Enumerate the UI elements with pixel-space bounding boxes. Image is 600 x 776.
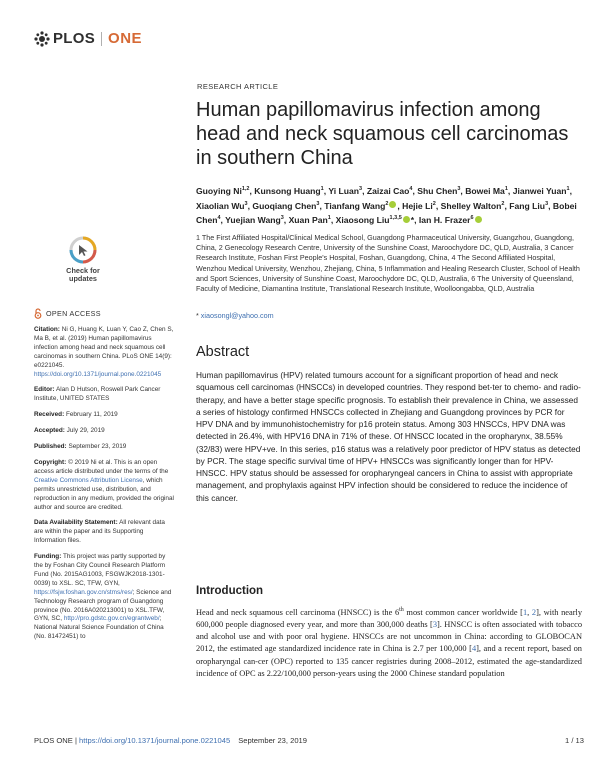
- funding-block: Funding: This project was partly supported by the by Foshan City Council Research Platform Fund (No. 2015AG1003, FSGWJK2018-1301-0039) to XSL. SC, TFW, GYN, https://fsjw.foshan.gov.cn/stms/res/; Science and Technology Research program of Guangdong province (No. 2016A020213001) to XSL.TFW, GYN, SC, http://pro.gdstc.gov.cn/egrantweb/; National Natural Science Foundation of China (No. 81472451) to: [34, 553, 172, 641]
- author-affiliation-marker: 1: [327, 215, 331, 222]
- funding-link-foshan[interactable]: https://fsjw.foshan.gov.cn/stms/res/: [34, 588, 133, 596]
- author-affiliation-marker: 4: [409, 186, 413, 192]
- logo-divider: [101, 32, 102, 46]
- funding-link-gdstc[interactable]: http://pro.gdstc.gov.cn/egrantweb/: [63, 615, 160, 623]
- author-name: Shu Chen: [417, 185, 458, 196]
- accepted-block: Accepted: July 29, 2019: [34, 427, 105, 435]
- author-affiliation-marker: 2: [501, 200, 505, 207]
- author-name: Yuejian Wang: [225, 214, 281, 225]
- author-affiliation-marker: 3: [545, 200, 549, 207]
- check-for-updates-label: Check for updates: [66, 266, 100, 284]
- introduction-text: Head and neck squamous cell carcinoma (HNSCC) is the 6th most common cancer worldwide [1, 2], with nearly 600,000 people diagnosed every year, and more than 300,000 deaths [3]. HNSCC is often associated with tobacco and alcohol use and with poor oral hygiene. HNSCCs are not uncommon in China: according to GLOBOCAN 2012, the estimated age standardized incidence rate in China is 2.7 per 100,000 [4], and a recent report, based on oropharyngal can-cer (OPC) reported to 135 cancer registries during 2008–2012, estimated the age-standardized incidence of OPC as 2.22/100,000 person-years using the 2000 Chinese standard population: [196, 607, 583, 678]
- affiliations: 1 The First Affiliated Hospital/Clinical Medical School, Guangdong Pharmaceutical University, Guangzhou, Guangdong, China, 2 Genecology Research Centre, University of the Sunshine Coast, Maroochydore DC, QLD, Australia, 3 Cancer Research Institute, Foshan First People's Hospital, Foshan, Guangdong, China, 4 The Second Affiliated Hospital, Wenzhou Medical University, Wenzhou, Zhejiang, China, 5 Inflammation and Healing Research Cluster, School of Health and Sport Sciences, University of Sunshine Coast, Maroochydore DC, QLD, Australia, 6 The University of Queensland, Faculty of Medicine, Diamantina Institute, Translational Research Institute, Woolloongabba, QLD, Australia: [196, 233, 580, 294]
- article-metadata-sidebar: [34, 326, 174, 649]
- author-affiliation-marker: 3: [244, 200, 248, 207]
- author-name: Ian H. Frazer: [418, 214, 471, 225]
- author-affiliation-marker: 1,3,5: [389, 215, 402, 222]
- copyright-block: Copyright: © 2019 Ni et al. This is an open access article distributed under the terms of the Creative Commons Attribution License, which permits unrestricted use, distribution, and reproduction in any medium, provided the original author and source are credited.: [34, 458, 174, 511]
- author-affiliation-marker: 3: [457, 186, 461, 192]
- author-name: Zaizai Cao: [366, 185, 410, 196]
- citation-block: Citation: Ni G, Huang K, Luan Y, Cao Z, Chen S, Ma B, et al. (2019) Human papillomavirus infection among head and neck squamous cell carcinomas in southern China. PLoS ONE 14(9): e0221045. https://doi.org/10.1371/journal.pone.0221045: [34, 326, 174, 378]
- author-affiliation-marker: 4: [217, 215, 221, 222]
- abstract-text: Human papillomavirus (HPV) related tumours account for a significant proportion of head and neck squamous cell carcinomas (HNSCCs) in developed countries. They respond bet-ter to chemo- and radio-therapy, and have a better stage specific prognosis. To establish their prevalence in China, we assessed a series of histology confirmed HNSCCs collected in Zhejiang and Guangdong provinces by PCR for HPV DNA and by immunohistochemistry for p16 protein status. Among 303 HNSCCs, HPV DNA was detected in 26.4%, with HPV16 DNA in 71% of these. Of HNSCC located in the oropharynx, 38.55% (32/83) were HPV+ve. In this series, p16 status was a relatively poor predictor of HPV status as detected by PCR. The stage specific survival time of HPV+ HNSCCs was significantly longer than for HPV- HNSCC. HPV status should be assessed for oropharyngeal cancers in China to assist with appropriate management, and prophylaxis against HPV infection should be considered to reduce the incidence of this cancer.: [196, 370, 581, 503]
- author-list: Guoying Ni$^{1,2}$, Kunsong Huang$^1$, Yi Luan$^3$, Zaizai Cao$^4$, Shu Chen$^3$, Bowei Ma$^1$, Jianwei Yuan$^1$, Xiaolian Wu$^3$, Guoqiang Chen$^3$, Tianfang Wang$^2$ , Hejie Li$^2$, Shelley Walton$^2$, Fang Liu$^3$, Bobei Chen$^4$, Yuejian Wang$^3$, Xuan Pan$^1$, Xiaosong Liu$^{1,3,5}$ *, Ian H. Frazer$^6$: [196, 185, 577, 225]
- page-number: 1 / 13: [565, 736, 584, 745]
- reference-link-4[interactable]: 4: [471, 644, 477, 654]
- corresponding-email: [196, 311, 274, 320]
- author-affiliation-marker: 1: [504, 186, 508, 192]
- data-availability-block: Data Availability Statement: All relevant data are within the paper and its Supporting Information files.: [34, 519, 165, 545]
- email-asterisk: *: [196, 311, 201, 320]
- open-lock-icon: [34, 308, 42, 319]
- author-affiliation-marker: 3: [280, 215, 284, 222]
- license-link[interactable]: Creative Commons Attribution License: [34, 476, 143, 484]
- check-for-updates-icon: [69, 236, 97, 264]
- orcid-icon[interactable]: [475, 216, 482, 223]
- journal-logo: [34, 30, 142, 47]
- author-affiliation-marker: 1: [320, 186, 324, 192]
- author-affiliation-marker: 2: [385, 200, 389, 207]
- reference-link-1[interactable]: 1: [522, 607, 528, 617]
- author-name: Kunsong Huang: [254, 185, 321, 196]
- author-name: Xiaosong Liu: [335, 214, 390, 225]
- editor-block: Editor: Alan D Hutson, Roswell Park Cancer Institute, UNITED STATES: [34, 386, 161, 403]
- article-type: RESEARCH ARTICLE: [197, 82, 279, 91]
- author-affiliation-marker: 6: [470, 215, 474, 222]
- author-name: Guoying Ni: [196, 185, 242, 196]
- page-footer: [34, 736, 584, 745]
- reference-link-2[interactable]: 2: [531, 607, 537, 617]
- check-for-updates-badge[interactable]: [62, 236, 104, 294]
- author-name: Jianwei Yuan: [512, 185, 567, 196]
- author-affiliation-marker: 2: [432, 200, 436, 207]
- author-name: Yi Luan: [328, 185, 360, 196]
- footer-citation: PLOS ONE | https://doi.org/10.1371/journal.pone.0221045 September 23, 2019: [34, 736, 308, 745]
- reference-link-3[interactable]: 3: [432, 620, 437, 629]
- author-affiliation-marker: 3: [359, 186, 363, 192]
- author-name: Bowei Ma: [465, 185, 505, 196]
- author-name: Xiaolian Wu: [196, 200, 245, 211]
- author-affiliation-marker: 1: [566, 186, 570, 192]
- author-name: Shelley Walton: [440, 200, 502, 211]
- orcid-icon[interactable]: [389, 201, 396, 208]
- footer-doi-link[interactable]: https://doi.org/10.1371/journal.pone.0221045: [79, 736, 231, 745]
- orcid-icon[interactable]: [403, 216, 410, 223]
- open-access-label: OPEN ACCESS: [34, 308, 101, 319]
- author-name: Hejie Li: [402, 200, 433, 211]
- author-name: Xuan Pan: [288, 214, 328, 225]
- article-title: Human papillomavirus infection among head and neck squamous cell carcinomas in southern China: [196, 99, 569, 169]
- author-name: Tianfang Wang: [324, 200, 386, 211]
- corresponding-author-marker: *: [410, 214, 415, 225]
- citation-doi-link[interactable]: https://doi.org/10.1371/journal.pone.0221045: [34, 370, 162, 378]
- email-link[interactable]: xiaosongl@yahoo.com: [200, 311, 274, 320]
- received-block: Received: February 11, 2019: [34, 411, 118, 419]
- author-affiliation-marker: 3: [316, 200, 320, 207]
- author-affiliation-marker: 1,2: [241, 186, 250, 192]
- abstract-heading: Abstract: [196, 344, 250, 360]
- published-block: Published: September 23, 2019: [34, 443, 127, 451]
- introduction-heading: Introduction: [196, 585, 264, 597]
- logo-plos-text: PLOS: [53, 30, 96, 47]
- plos-logo-icon: [34, 31, 50, 47]
- author-name: Fang Liu: [509, 200, 546, 211]
- author-name: Guoqiang Chen: [252, 200, 317, 211]
- footer-date: September 23, 2019: [238, 736, 308, 745]
- logo-one-text: ONE: [108, 30, 143, 47]
- author-name: Bobei Chen: [196, 200, 577, 225]
